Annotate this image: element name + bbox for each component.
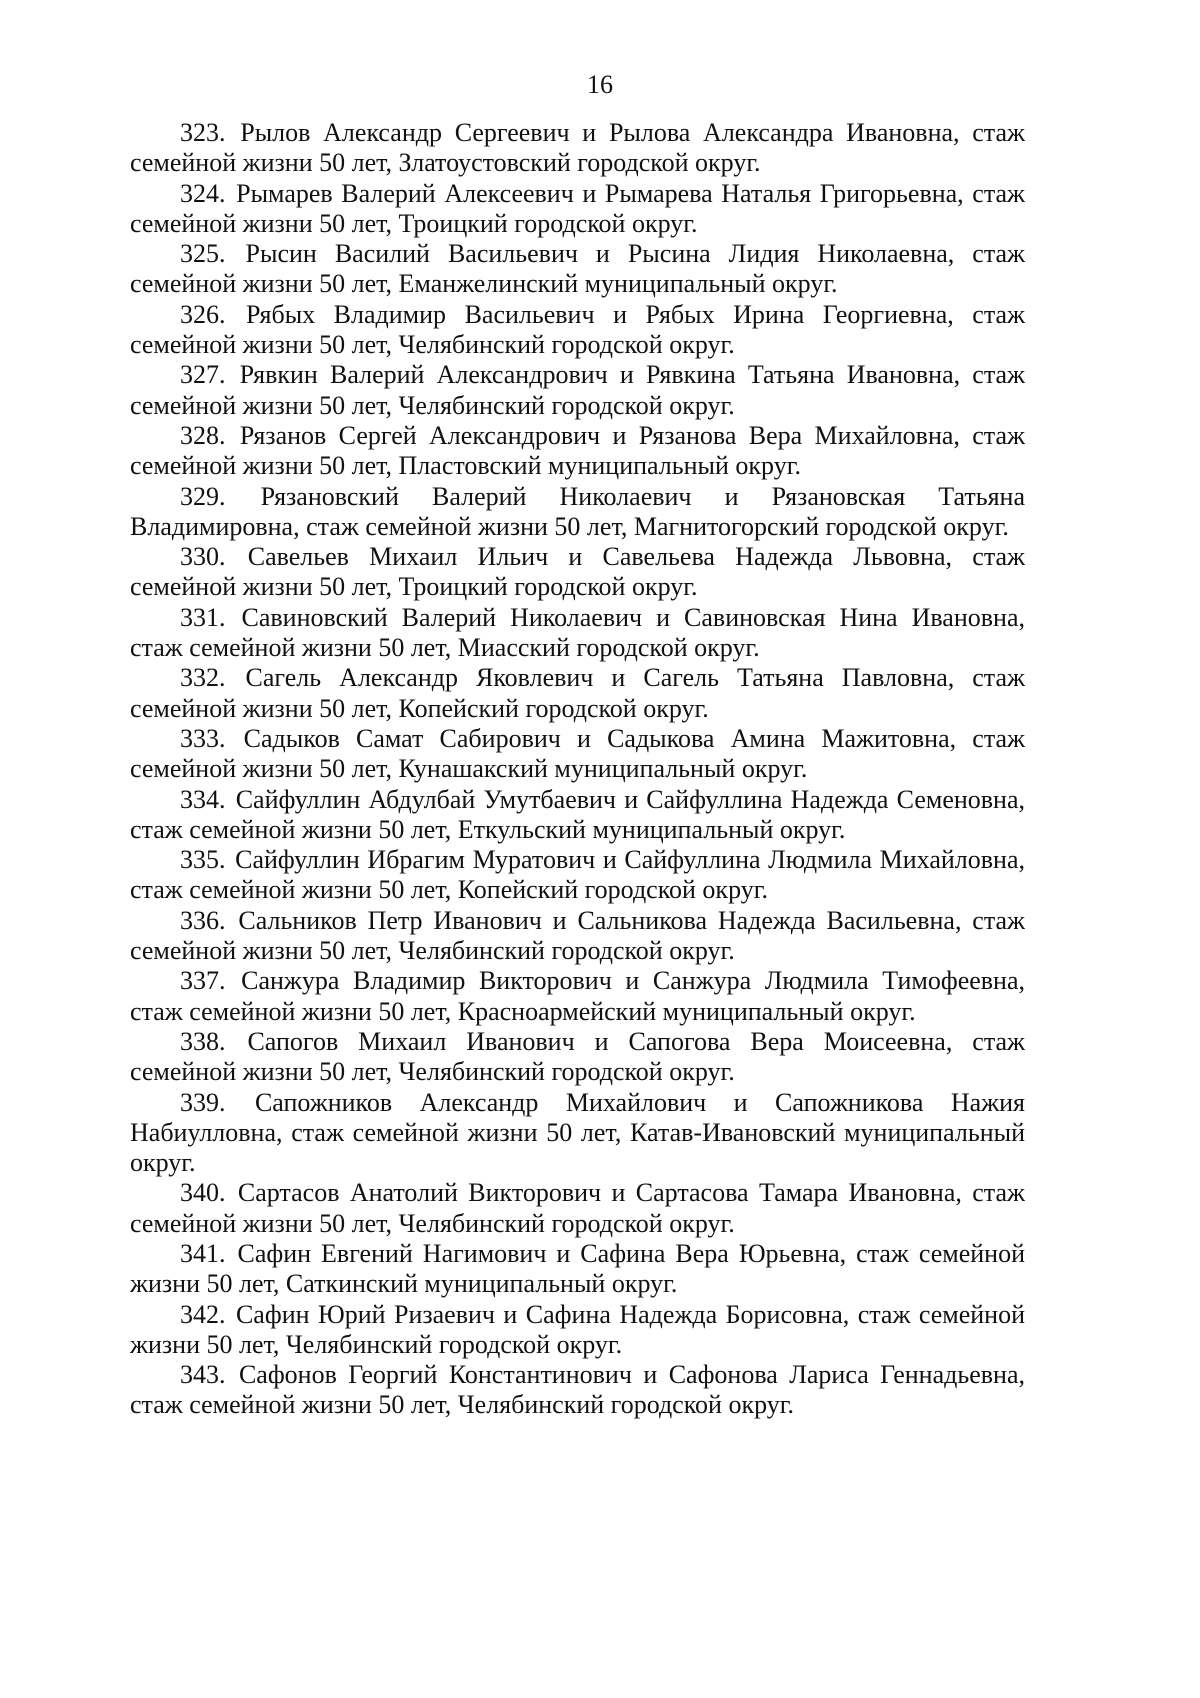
entry-number: 342. (180, 1299, 226, 1329)
entry-text: Сальников Петр Иванович и Сальникова Надежда Васильевна, стаж семейной жизни 50 лет, Челябинский городской округ. (130, 905, 1026, 966)
entry-number: 327. (180, 360, 226, 390)
list-item (130, 179, 1025, 240)
list-item (130, 482, 1025, 543)
list-item (130, 966, 1025, 1027)
entry-text: Садыков Самат Сабирович и Садыкова Амина Мажитовна, стаж семейной жизни 50 лет, Кунашакский муниципальный округ. (130, 723, 1026, 784)
entry-text: Рылов Александр Сергеевич и Рылова Александра Ивановна, стаж семейной жизни 50 лет, Златоустовский городской округ. (130, 118, 1025, 178)
entry-number: 340. (180, 1178, 226, 1208)
page-number: 16 (587, 70, 613, 99)
entry-text: Санжура Владимир Викторович и Санжура Людмила Тимофеевна, стаж семейной жизни 50 лет, Красноармейский муниципальный округ. (130, 966, 1026, 1026)
list-item (130, 1088, 1025, 1179)
list-item (130, 906, 1025, 967)
entry-text: Савельев Михаил Ильич и Савельева Надежда Львовна, стаж семейной жизни 50 лет, Троицкий городской округ. (130, 542, 1026, 602)
list-item (130, 845, 1025, 906)
entry-text: Сагель Александр Яковлевич и Сагель Татьяна Павловна, стаж семейной жизни 50 лет, Копейский городской округ. (130, 663, 1025, 723)
entry-number: 326. (180, 299, 226, 329)
list-item (130, 118, 1025, 179)
list-item (130, 785, 1025, 846)
list-item (130, 360, 1025, 421)
entry-number: 323. (180, 118, 226, 147)
entry-text: Рязановский Валерий Николаевич и Рязановская Татьяна Владимировна, стаж семейной жизни 50 лет, Магнитогорский городской округ. (130, 481, 1026, 541)
entry-text: Сартасов Анатолий Викторович и Сартасова Тамара Ивановна, стаж семейной жизни 50 лет, Челябинский городской округ. (130, 1178, 1025, 1238)
entry-number: 334. (180, 784, 226, 814)
entry-text: Сапожников Александр Михайлович и Сапожникова Нажия Набиулловна, стаж семейной жизни 50 лет, Катав-Ивановский муниципальный округ. (130, 1087, 1026, 1178)
list-item (130, 1239, 1025, 1300)
entry-number: 330. (180, 542, 226, 572)
entry-text: Рябых Владимир Васильевич и Рябых Ирина Георгиевна, стаж семейной жизни 50 лет, Челябинский городской округ. (130, 299, 1025, 360)
entry-number: 328. (180, 420, 226, 450)
entry-text: Сайфуллин Абдулбай Умутбаевич и Сайфуллина Надежда Семеновна, стаж семейной жизни 50 лет, Еткульский муниципальный округ. (130, 784, 1026, 844)
list-item (130, 724, 1025, 785)
list-item (130, 542, 1025, 603)
entry-text: Рымарев Валерий Алексеевич и Рымарева Наталья Григорьевна, стаж семейной жизни 50 лет, Троицкий городской округ. (130, 178, 1026, 238)
entry-text: Савиновский Валерий Николаевич и Савиновская Нина Ивановна, стаж семейной жизни 50 лет, Миасский городской округ. (130, 602, 1025, 663)
entry-text: Сапогов Михаил Иванович и Сапогова Вера Моисеевна, стаж семейной жизни 50 лет, Челябинский городской округ. (130, 1026, 1026, 1087)
entry-number: 336. (180, 905, 226, 935)
list-item (130, 1360, 1025, 1421)
list-item (130, 1300, 1025, 1361)
entry-text: Сафин Юрий Ризаевич и Сафина Надежда Борисовна, стаж семейной жизни 50 лет, Челябинский городской округ. (130, 1299, 1026, 1359)
entry-number: 325. (180, 239, 226, 269)
entry-number: 324. (180, 178, 226, 208)
entry-text: Рявкин Валерий Александрович и Рявкина Татьяна Ивановна, стаж семейной жизни 50 лет, Челябинский городской округ. (130, 360, 1026, 420)
entry-number: 337. (180, 966, 226, 996)
entry-text: Сафонов Георгий Константинович и Сафонова Лариса Геннадьевна, стаж семейной жизни 50 лет, Челябинский городской округ. (130, 1360, 1025, 1420)
list-item (130, 239, 1025, 300)
entry-number: 332. (180, 663, 226, 693)
list-item (130, 603, 1025, 664)
entry-number: 335. (180, 845, 226, 875)
entry-number: 339. (180, 1087, 226, 1117)
entry-number: 341. (180, 1238, 226, 1268)
entry-number: 343. (180, 1360, 226, 1390)
entry-number: 333. (180, 723, 226, 753)
list-item (130, 421, 1025, 482)
list-item (130, 663, 1025, 724)
list-item (130, 1178, 1025, 1239)
entry-number: 331. (180, 602, 226, 632)
entry-text: Сайфуллин Ибрагим Муратович и Сайфуллина Людмила Михайловна, стаж семейной жизни 50 лет, Копейский городской округ. (130, 845, 1025, 905)
entry-text: Сафин Евгений Нагимович и Сафина Вера Юрьевна, стаж семейной жизни 50 лет, Саткинский муниципальный округ. (130, 1238, 1026, 1299)
entry-number: 338. (180, 1026, 226, 1056)
list-item (130, 1027, 1025, 1088)
list-item (130, 300, 1025, 361)
award-list (130, 118, 1025, 1421)
entry-text: Рысин Василий Васильевич и Рысина Лидия Николаевна, стаж семейной жизни 50 лет, Еманжелинский муниципальный округ. (130, 239, 1026, 299)
entry-number: 329. (180, 481, 226, 511)
entry-text: Рязанов Сергей Александрович и Рязанова Вера Михайловна, стаж семейной жизни 50 лет, Пластовский муниципальный округ. (130, 420, 1025, 481)
